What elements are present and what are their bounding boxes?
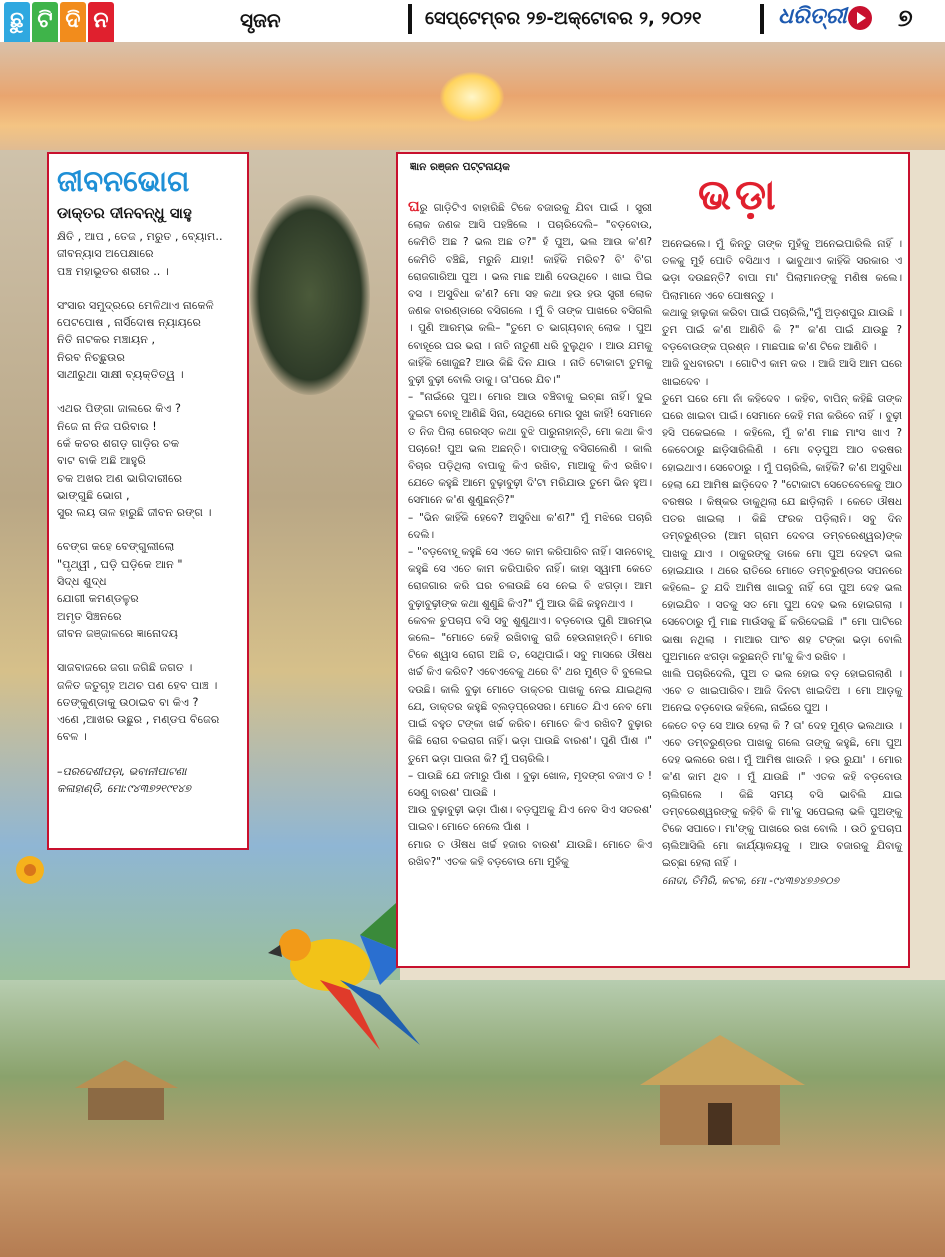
credit-line: କଳାହାଣ୍ଡି, ମୋ:୯୪୩୭୨୧୯୧୪୭	[57, 781, 191, 795]
poem-line: କେଁ କଚର ଶଗଡ଼ ଗାଡ଼ିର ଚକ	[57, 436, 180, 450]
poem-line: ଅମୃତ ସିଞ୍ଚନରେ	[57, 609, 122, 623]
story-signature: ନୋଦା, ତିମିରି, କଟକ, ମୋ -୯୪୩୭୪୭୬୭୦୭	[662, 874, 840, 887]
divider	[760, 4, 764, 34]
poem-panel	[47, 152, 249, 850]
poem-stanza	[57, 659, 239, 745]
story-paragraph: ତୁମେ ଘରେ ମୋ ନାଁ କହିଦେବ । କହିବ, ବାପିନ୍ କହିଛି ତାଙ୍କ ଘରେ ଖାଇବା ପାଇଁ। ସେମାନେ କେହି ମନା କରିବେ ନାହିଁ । ବୁଢ଼ୀ ହସି ପକେଇଲେ । କହିଲେ, ମୁଁ କ'ଣ ମାଛ ମାଂସ ଖାଏ ? କେବେଠାରୁ ଛାଡ଼ିସାରିଲିଣି । ମୋ ବଡ଼ପୁଅ ଆଠ ବରଷର ହୋଇଥାଏ। ସେବେଠାରୁ । ମୁଁ ପଚାରିଲି, କାହିଁକି? କ'ଣ ଅସୁବିଧା ହେଲା ଯେ ଆମିଷ ଛାଡ଼ିଦେବ ? "ଟୋକାଟା ସେତେବେଳେକୁ ଆଠ ବରଷର । କିଷ୍କର ଡାକୁଥିଲା ଯେ ଛାଡ଼ିଲାନି । କେତେ ଔଷଧ ପତର ଖାଇଲା । କିଛି ଫରକ ପଡ଼ିଲାନି। ସବୁ ଦିନ ଡମ୍ବରୁଣ୍ଡର (ଆମ ଗ୍ରାମ ଦେବତା ଡମ୍ବରେଶ୍ୱର)ଙ୍କ ପାଖକୁ ଯାଏ । ଠାକୁରଙ୍କୁ ଡାକେ ମୋ ପୁଅ ଦେହଟା ଭଲ ହୋଇଯାଉ । ଥରେ ରାତିରେ ମୋତେ ଡମ୍ବରୁଣ୍ଡର ସପନରେ କହିଲେ– ତୁ ଯଦି ଆମିଷ ଖାଇବୁ ନାହିଁ ତୋ ପୁଅ ଦେହ ଭଲ ହୋଇଯିବ । ସତକୁ ସତ ମୋ ପୁଅ ଦେହ ଭଲ ହୋଇଗଲା । ସେବେଠାରୁ ମୁଁ ମାଛ ମାଉଁସକୁ ଛିଁ କରିଦେଇଛି ।" ମୋ ପାଟିରେ ଭାଷା ନଥିଲା । ମାଆର ପାଂଚ ଶହ ଟଙ୍କା ଭଡ଼ା ବୋଲି ପୁଅମାନେ ଝଗଡ଼ା କରୁଛନ୍ତି ମା'କୁ କିଏ ରଖିବ ।	[662, 392, 902, 663]
poem-line: କ୍ଷିତି , ଆପ , ତେଜ , ମରୁତ , ବ୍ୟୋମ..	[57, 230, 223, 243]
page-number: ୭	[898, 4, 913, 32]
poem-line: ନିଜେ ନା ନିଜ ପରିବାର !	[57, 419, 157, 433]
story-paragraph: ମୋର ତ ଔଷଧ ଖର୍ଚ୍ଚ ହଜାର ବାରଶ' ଯାଉଛି। ମୋତେ କିଏ ରଖିବ?" ଏତକ କହି ବଡ଼ବୋଉ ମୋ ମୁହଁକୁ	[408, 838, 652, 868]
poem-line: ଜୀବନ୍ୟାସ ଅପେକ୍ଷାରେ	[57, 247, 154, 261]
poem-line: ସୁର ଲୟ ତାଳ ହାରୁଛି ଜୀବନ ରଙ୍ଗ ।	[57, 506, 212, 520]
poem-line: ପଞ୍ଚ ମହାଭୂତର ଶରୀର .. ।	[57, 264, 169, 278]
issue-date: ସେପ୍ଟେମ୍ବର ୨୭-ଅକ୍ଟୋବର ୨, ୨୦୨୧	[425, 8, 702, 29]
story-paragraph: – ପାଉଛି ଯେ ଜମାରୁ ପାଁଶ । ବୁଢ଼ା ଖୋଳ, ମୃଦଙ୍ଗ ବଜାଏ ତ ! ସେଣୁ ବାରଶ' ପାଉଛି ।	[408, 769, 652, 799]
poem-line: ଚକ ଅଖର ଅଣ ଭାଗିଦାରୀରେ	[57, 471, 183, 485]
brand-logo: ଧରିତ୍ରୀ	[778, 4, 847, 29]
poem-author: ଡାକ୍ତର ଦୀନବନ୍ଧୁ ସାହୁ	[57, 204, 192, 222]
poem-stanza	[57, 297, 239, 383]
poem-line: "ପୃଥ୍ୱୀ , ଘଡ଼ି ଘଡ଼ିକେ ଆନ "	[57, 557, 183, 571]
story-paragraph: କେବଳ ଚୁପଚାପ ବସି ସବୁ ଶୁଣୁଥାଏ। ବଡ଼ବୋଉ ପୁଣି ଆରମ୍ଭ କଲେ– "ମୋତେ କେହି ରଖିବାକୁ ରାଜି ହେଉନାହାନ୍ତି। ମୋର ଟିକେ ଶ୍ୱାସ ରୋଗ ଅଛି ତ, ସେଥିପାଇଁ। ସବୁ ମାସରେ ଔଷଧ ଖର୍ଚ୍ଚ କିଏ କରିବ? ଏବେଏବେକୁ ଥରେ ବି' ଥର ମୁଣ୍ଡ ବି ବୁଲେଇ ଦଉଛି। କାଲି ବୁଢ଼ା ମୋତେ ଡାକ୍ତର ପାଖକୁ ନେଇ ଯାଇଥିଲା ଯେ, ଡାକ୍ତର କହୁଛି ବ୍ଲଡ଼ପ୍ରେସର। ମୋତେ ଯିଏ ନେବ ମୋ ପାଇଁ ବହୁତ ଟଙ୍କା ଖର୍ଚ୍ଚ କରିବ। ମୋତେ କିଏ ରଖିବ? ବୁଢ଼ାର କିଛି ରୋଗ ବଇରାଗ ନାହିଁ। ଭଡ଼ା ପାଉଛି ବାରଶ'। ପୁଣି ପାଁଶ ।" ତୁମେ ଭଡ଼ା ପାଉନା କି? ମୁଁ ପଚାରିଲି।	[408, 614, 652, 765]
poem-line: ଏଣେ ,ଆଖର ଉଛୁର , ମଣ୍ଡପ ବିଜେର	[57, 713, 220, 727]
story-paragraph: – "ନାଇଁରେ ପୁଅ। ମୋର ଆଉ ବଞ୍ଚିବାକୁ ଇଚ୍ଛା ନାହିଁ। ଦୁଇ ଦୁଇଟା ବୋହୂ ଆଣିଛି ସିନା, ସେଥିରେ ମୋର ସୁଖ କାହିଁ! ସେମାନେ ତ ନିଜ ପିଲା ଗେରସ୍ତ କଥା ବୁଝି ପାରୁନାହାନ୍ତି, ମୋ କଥା କିଏ ପଚାରେ! ପୁଅ ଭଲ ଅଛନ୍ତି। ବାପାଙ୍କୁ ବସିଗଲେଣି । କାଲି ବିଚାର ପଡ଼ିଥିଲା ବାପାକୁ କିଏ ରଖିବ, ମାଆକୁ କିଏ ରଖିବ। ଯେତେ କହୁଛି ଆମେ ବୁଢ଼ାବୁଢ଼ୀ ଦି'ଟା ମରିଯାଉ ତୁମେ ଭିନ ହୁଅ। ସେମାନେ କ'ଣ ଶୁଣୁଛନ୍ତି?"	[408, 391, 652, 507]
hut-icon	[630, 1035, 810, 1145]
story-panel	[396, 152, 910, 968]
poem-line: ଭାଙ୍ଗୁଛି ଭୋଗ ,	[57, 488, 130, 502]
story-byline: ଜ୍ଞାନ ରଞ୍ଜନ ପଟ୍ଟନାୟକ	[410, 161, 510, 173]
story-paragraph: କଥାକୁ ହାଲୁକା କରିବା ପାଇଁ ପଚାରିଲି,"ମୁଁ ଅଡ଼ଶପୁର ଯାଉଛି । ତୁମ ପାଇଁ କ'ଣ ଆଣିବି କି ?" କ'ଣ ପାଇଁ ଯାଉଛୁ ? ବଡ଼ବୋଉଙ୍କ ପ୍ରଶ୍ନ । ମାଛପାଛ କ'ଣ ଟିକେ ଆଣିବି ।	[662, 306, 902, 354]
poem-line: ନିତି ନାଟକର ମଞ୍ଚାୟନ ,	[57, 333, 156, 347]
poem-line: ଏଥର ପିଙ୍ଗା ଜାଲରେ କିଏ ?	[57, 402, 181, 416]
poem-line: ସଂସାର ସମୁଦ୍ରରେ ମେଳିଥାଏ ନାକେଳି	[57, 298, 214, 312]
story-paragraph: – "ବଡ଼ବୋହୂ କହୁଛି ସେ ଏତେ କାମ କରିପାରିବ ନାହିଁ। ସାନବୋହୂ କହୁଛି ସେ ଏତେ କାମ କରିପାରିବ ନାହିଁ। କାହା ସ୍ୱାମୀ କେତେ ରୋଜଗାର କରି ଘର ଚଳାଉଛି ସେ ନେଇ ବି ଝଗଡ଼ା। ଆମ ବୁଢ଼ାବୁଢ଼ୀଙ୍କ କଥା ଶୁଣୁଛି କିଏ?" ମୁଁ ଆଉ କିଛି କହୁନଥାଏ ।	[408, 546, 652, 610]
story-paragraph: ଆଉ ବୁଢ଼ାବୁଢ଼ୀ ଭଡ଼ା ପାଁଶ। ବଡ଼ପୁଅକୁ ଯିଏ ନେବ ସିଏ ସତରଶ' ପାଇବ। ମୋତେ ନେଲେ ପାଁଶ ।	[408, 804, 652, 834]
poem-line: ବେଙ୍ଗ କହେ ବେଙ୍ଗୁଲୀଲୋ	[57, 540, 175, 554]
logo-letter: ଟି	[32, 2, 58, 62]
play-icon	[848, 6, 872, 30]
credit-line: –ପରଦେଶୀପଡ଼ା, ଭବାନୀପାଟଣା	[57, 764, 187, 778]
poem-stanza	[57, 228, 239, 280]
poem-credit	[57, 763, 239, 797]
story-column-2	[662, 236, 902, 890]
poem-line: ବେଳ ।	[57, 730, 87, 744]
poem-line: ସାଥୀରୁଥା ସାକ୍ଷୀ ବ୍ୟକ୍ତିତ୍ୱ ।	[57, 368, 184, 382]
poem-line: ନିରବ ନିଚ୍ଛୁଉର	[57, 350, 125, 364]
hut-icon	[70, 1060, 180, 1120]
story-paragraph	[408, 198, 652, 389]
poem-line: ସିଦ୍ଧ ଶୁଦ୍ଧ	[57, 575, 107, 589]
tree-silhouette	[250, 195, 370, 395]
logo-letter: ଛୁ	[4, 2, 30, 62]
poem-body	[57, 228, 239, 746]
story-title: ଭଡ଼ା	[698, 170, 780, 219]
sun-icon	[440, 72, 504, 122]
drop-cap: ଘ	[408, 197, 420, 215]
story-paragraph: ଖାଲି ପଚାରିଦେଲି, ପୁଅ ତ ଭଲ ହୋଇ ବଡ଼ ହୋଇଗଲାଣି । ଏବେ ତ ଖାଇପାରିବ। ଆଜି ଦିନଟା ଖାଇଦିଅ । ମୋ ଆଡ଼କୁ ଅନେଇ ବଡ଼ବୋଉ କହିଲେ, ନାଇଁରେ ପୁଅ ।	[662, 668, 902, 715]
story-paragraph: ଆଜି ବୁଧବାରଟା । ଗୋଟିଏ କାମ କର । ଆଜି ଆସି ଆମ ଘରେ ଖାଇଦେବ ।	[662, 358, 902, 388]
story-paragraph: ଅନେଇଲେ। ମୁଁ କିନ୍ତୁ ତାଙ୍କ ମୁହଁକୁ ଅନେଇପାରିଲି ନାହିଁ । ତଳକୁ ମୁହଁ ପୋତି ବସିଥାଏ । ଭାବୁଥାଏ କାହିଁକି ସରକାର ଏ ଭଡ଼ା ଦଉଛନ୍ତି? ବାପା ମା' ପିଲାମାନଙ୍କୁ ମଣିଷ କଲେ। ପିଲାମାନେ ଏବେ ପୋଷନ୍ତୁ ।	[662, 238, 902, 302]
story-column-1	[408, 198, 652, 871]
divider	[408, 4, 412, 34]
poem-line: ବାଟ ବାକି ଅଛି ଆହୁରି	[57, 454, 146, 468]
section-name: ସୃଜନ	[240, 8, 281, 32]
poem-line: ପେଟପୋଷ , ନାର୍ସିଦୋଷ ନ୍ୟାୟରେ	[57, 316, 201, 330]
poem-line: ଜଳିତ ଜତୁଗୃହ ଅଥଚ ପଣ ହେବ ପାଞ୍ଚ ।	[57, 678, 218, 692]
poem-stanza	[57, 400, 239, 521]
poem-line: ଯୋଗୀ କମଣ୍ଡଳୁର	[57, 592, 139, 606]
story-paragraph: – "ଭିନ କାହିଁକି ହେବେ? ଅସୁବିଧା କ'ଣ?" ମୁଁ ମଝିରେ ପଚାରି ଦେଲି।	[408, 511, 652, 541]
poem-line: ତେଙ୍କୁଣ୍ଡାକୁ ଉଠାଇବ ବା କିଏ ?	[57, 695, 199, 709]
page-header	[0, 0, 945, 43]
poem-title: ଜୀବନଭୋଗ	[57, 164, 190, 198]
logo-letter: ନ	[88, 2, 114, 62]
logo-letter: ଦି	[60, 2, 86, 62]
poem-line: ଜୀବନ ଜଞ୍ଜାଳରେ ଜ୍ଞାନୋଦୟ	[57, 626, 179, 640]
poem-stanza	[57, 538, 239, 642]
paragraph-text: ରୁ ଗାଡ଼ିଟିଏ ବାହାରିଛି ଟିକେ ବଜାରକୁ ଯିବା ପାଇଁ । ସ୍ତ୍ରୀ ଲୋକ ଜଣକ ଆସି ପହଞ୍ଚିଲେ । ପଚାରିଦେଲି– "ବଡ଼ବୋଉ, କେମିତି ଅଛ ? ଭଲ ଅଛ ତ?" ହଁ ପୁଅ, ଭଲ ଆଉ କ'ଣ? କେମିତି ବଞ୍ଚିଛି, ମରୁନି ଯାହା! କାହିଁକି ମରିବ? ବି' ବି'ଗ ରୋଜଗାରିଆ ପୁଅ । ଭଲ ମାଛ ଆଣି ଦେଉଥିବେ । ଖାଇ ପିଇ ବସ । ଅସୁବିଧା କ'ଣ? ମୋ ସହ କଥା ହଉ ହଉ ସ୍ତ୍ରୀ ଲୋକ ଜଣକ ବାରଣ୍ଡାରେ ବସିଗଲେ । ମୁଁ ବି ତାଙ୍କ ପାଖରେ ବସିଗଲି । ପୁଣି ଆରମ୍ଭ କଲି– "ତୁମେ ତ ଭାଗ୍ୟବାନ୍ ଲୋକ । ପୁଅ ବୋହୂରେ ଘର ଭରା । ନାତି ନାତୁଣୀ ଧରି ବୁଲୁଥିବ । ଆଉ ଯମକୁ କାହିଁକି ଖୋଜୁଛ? ଆଉ କିଛି ଦିନ ଯାଉ । ନାତି ଟୋକାଟା ତୁମକୁ ବୁଢ଼ୀ ବୁଢ଼ୀ ବୋଲି ଡାକୁ। ତା'ପରେ ଯିବ।"	[408, 202, 652, 387]
poem-line: ସାଜବାଜରେ ଜଗା ଜଗିଛି ଜଗତ ।	[57, 661, 193, 675]
story-paragraph: କେତେ ବଡ଼ ସେ ଆଉ ହେଲା କି ? ତା' ଦେହ ମୁଣ୍ଡ ଭଲଥାଉ । ଏବେ ଡମ୍ବରୁଣ୍ଡର ପାଖକୁ ଗଲେ ତାଙ୍କୁ କହୁଛି, ମୋ ପୁଅ ଦେହ ଭଲରେ ରଖ। ମୁଁ ଆମିଷ ଖାଉନି । ହଉ ରୁଯା' । ମୋର କ'ଣ କାମ ଥିବ । ମୁଁ ଯାଉଛି ।" ଏତକ କହି ବଡ଼ବୋଉ ଚାଲିଗଲେ । କିଛି ସମୟ ବସି ଭାବିଲି ଯାଇ ଡମ୍ବରେଶ୍ୱରଙ୍କୁ କହିବି କି ମା'କୁ ସପେଇଲା ଭଳି ପୁଅଙ୍କୁ ଟିକେ ସପାତେ। ମା'ଙ୍କୁ ପାଖରେ ରଖ ବୋଲି । ଉଠି ଚୁପଚାପ ଚାଲିଆସିଲି ମୋ କାର୍ଯ୍ୟାଳୟକୁ । ଆଉ ବଜାରକୁ ଯିବାକୁ ଇଚ୍ଛା ହେଲା ନାହିଁ ।	[662, 719, 902, 870]
